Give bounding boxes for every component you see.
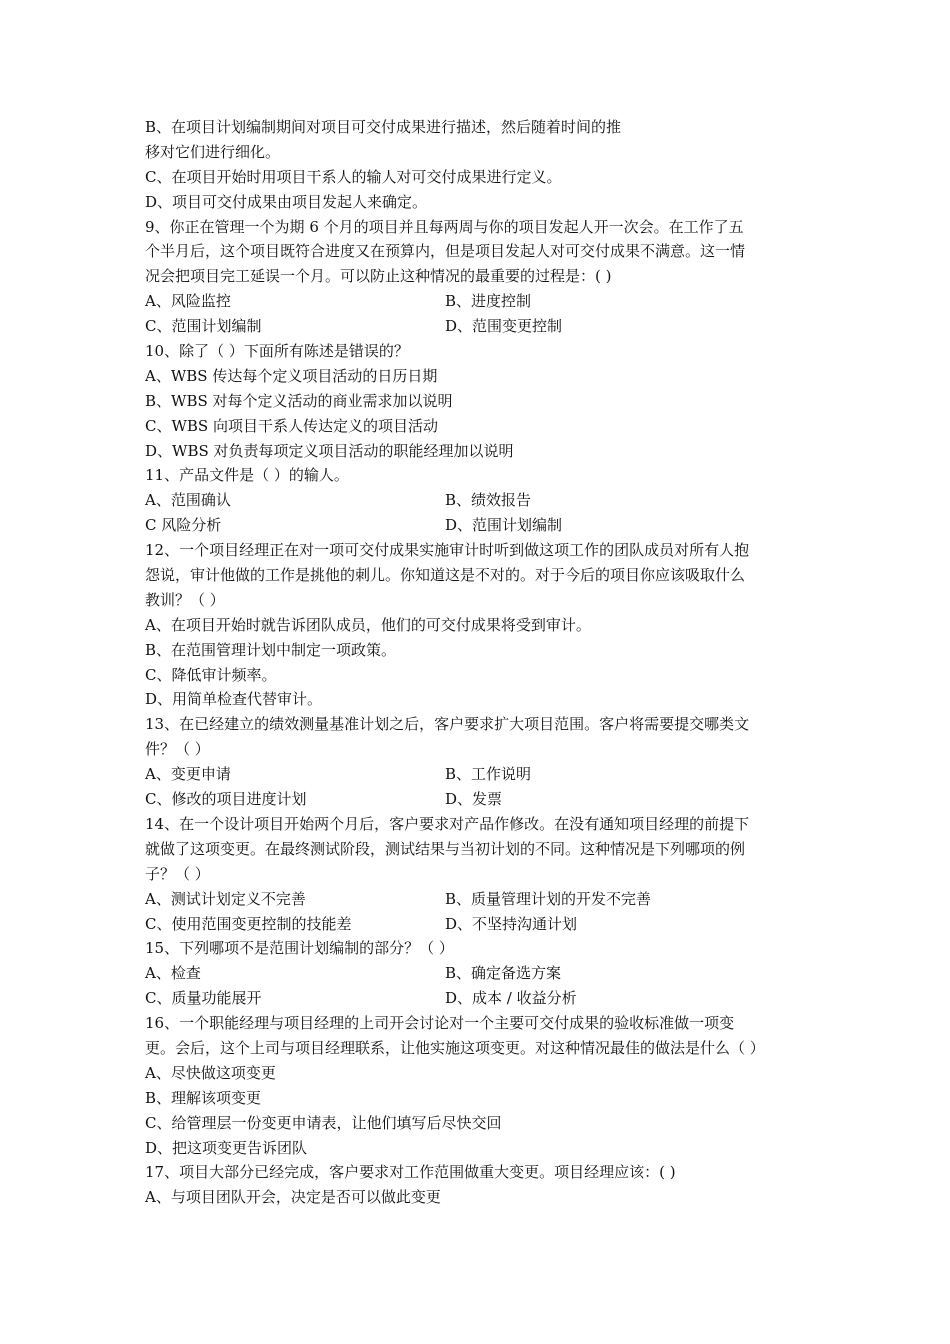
option-text: C、使用范围变更控制的技能差 (145, 914, 352, 933)
text-line: A、在项目开始时就告诉团队成员，他们的可交付成果将受到审计。 (145, 615, 591, 634)
option-row (145, 762, 815, 787)
document-body (145, 115, 815, 1210)
text-line: A、WBS 传达每个定义项目活动的日历日期 (145, 366, 438, 385)
text-line: 更。会后，这个上司与项目经理联系，让他实施这项变更。对这种情况最佳的做法是什么（ ） (145, 1038, 765, 1057)
option-text: B、工作说明 (445, 765, 532, 784)
option-row (145, 887, 815, 912)
text-line: 况会把项目完工延误一个月。可以防止这种情况的最重要的过程是：( ) (145, 267, 612, 286)
text-line: B、在项目计划编制期间对项目可交付成果进行描述，然后随着时间的推 (145, 118, 622, 136)
text-line: A、尽快做这项变更 (145, 1063, 276, 1082)
option-text: C 风险分析 (145, 516, 222, 535)
text-line: B、WBS 对每个定义活动的商业需求加以说明 (145, 391, 453, 410)
option-text: A、变更申请 (145, 765, 231, 784)
text-line: 10、除了（ ）下面所有陈述是错误的？ (145, 342, 409, 361)
text-line: 12、一个项目经理正在对一项可交付成果实施审计时听到做这项工作的团队成员对所有人抱 (145, 541, 750, 560)
text-line: D、用简单检查代替审计。 (145, 690, 323, 709)
text-line: B、在范围管理计划中制定一项政策。 (145, 640, 397, 659)
option-text: D、范围计划编制 (445, 516, 563, 535)
option-text: B、绩效报告 (445, 491, 532, 510)
text-line: C、给管理层一份变更申请表，让他们填写后尽快交回 (145, 1113, 502, 1132)
option-text: B、确定备选方案 (445, 964, 562, 983)
option-text: D、不坚持沟通计划 (445, 914, 578, 933)
option-text: A、范围确认 (145, 491, 231, 510)
option-row (145, 314, 815, 339)
option-row (145, 513, 815, 538)
text-line: D、把这项变更告诉团队 (145, 1138, 308, 1157)
option-row (145, 961, 815, 986)
option-text: C、修改的项目进度计划 (145, 790, 307, 809)
text-line: 就做了这项变更。在最终测试阶段，测试结果与当初计划的不同。这种情况是下列哪项的例 (145, 839, 746, 858)
text-line: 移对它们进行细化。 (145, 142, 281, 161)
text-line: C、在项目开始时用项目干系人的输人对可交付成果进行定义。 (145, 167, 562, 186)
text-line: C、降低审计频率。 (145, 665, 277, 684)
text-line: 怨说，审计他做的工作是挑他的刺儿。你知道这是不对的。对于今后的项目你应该吸取什么 (145, 566, 746, 585)
text-line: 15、下列哪项不是范围计划编制的部分？（ ） (145, 939, 454, 958)
text-line: 件？（ ） (145, 740, 210, 759)
option-row (145, 488, 815, 513)
text-line: 个半月后，这个项目既符合进度又在预算内，但是项目发起人对可交付成果不满意。这一情 (145, 242, 746, 261)
text-line: 9、你正在管理一个为期 6 个月的项目并且每两周与你的项目发起人开一次会。在工作了五 (145, 217, 744, 236)
option-text: A、检查 (145, 964, 201, 983)
text-line: A、与项目团队开会，决定是否可以做此变更 (145, 1188, 441, 1207)
text-line: 17、项目大部分已经完成，客户要求对工作范围做重大变更。项目经理应该：( ) (145, 1163, 676, 1182)
option-text: A、测试计划定义不完善 (145, 889, 306, 908)
text-line: 16、一个职能经理与项目经理的上司开会讨论对一个主要可交付成果的验收标准做一项变 (145, 1014, 735, 1033)
option-text: D、范围变更控制 (445, 317, 563, 336)
option-text: B、进度控制 (445, 292, 532, 311)
option-text: A、风险监控 (145, 292, 231, 311)
text-line: D、WBS 对负责每项定义项目活动的职能经理加以说明 (145, 441, 514, 460)
text-line: 教训？（ ） (145, 590, 225, 609)
text-line: 11、产品文件是（ ）的输人。 (145, 466, 349, 485)
text-line: D、项目可交付成果由项目发起人来确定。 (145, 192, 428, 211)
option-row (145, 289, 815, 314)
option-text: C、质量功能展开 (145, 989, 262, 1008)
option-text: B、质量管理计划的开发不完善 (445, 889, 652, 908)
option-text: C、范围计划编制 (145, 317, 262, 336)
option-row (145, 787, 815, 812)
text-line: C、WBS 向项目干系人传达定义的项目活动 (145, 416, 438, 435)
text-line: 14、在一个设计项目开始两个月后，客户要求对产品作修改。在没有通知项目经理的前提下 (145, 814, 750, 833)
option-text: D、成本 / 收益分析 (445, 989, 577, 1008)
text-line: B、理解该项变更 (145, 1088, 262, 1107)
text-line: 子？（ ） (145, 864, 210, 883)
option-row (145, 986, 815, 1011)
option-row (145, 912, 815, 937)
text-line: 13、在已经建立的绩效测量基准计划之后，客户要求扩大项目范围。客户将需要提交哪类文 (145, 715, 750, 734)
option-text: D、发票 (445, 790, 503, 809)
